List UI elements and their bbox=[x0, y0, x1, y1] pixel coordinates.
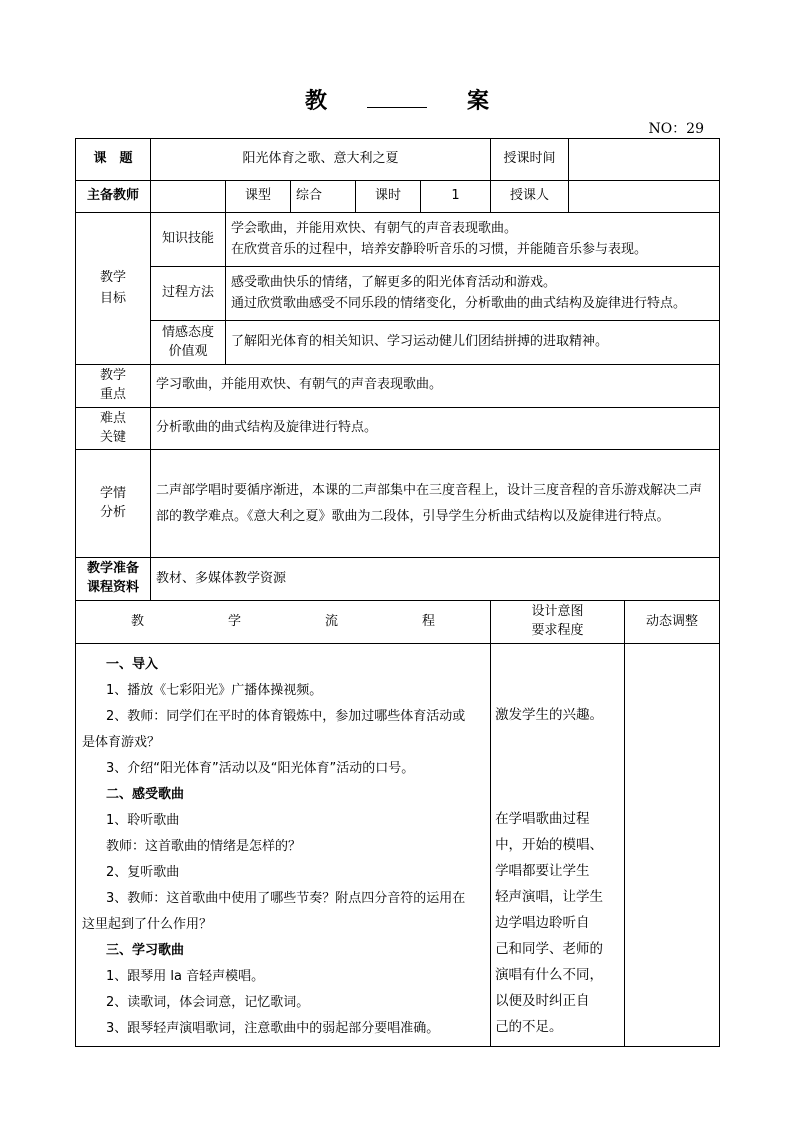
hours-label: 课时 bbox=[356, 181, 421, 213]
lesson-plan-table bbox=[75, 138, 720, 1047]
design-note-2-line8: 以便及时纠正自 bbox=[495, 992, 590, 1009]
title-char-1: 教 bbox=[304, 89, 327, 114]
flow-header bbox=[76, 601, 491, 644]
type-value: 综合 bbox=[291, 181, 356, 213]
prep-label bbox=[76, 558, 151, 601]
title-underline bbox=[367, 93, 427, 108]
feel-step-3a: 3、教师：这首歌曲中使用了哪些节奏？附点四分音符的运用在 bbox=[106, 890, 466, 906]
flow-header-c2: 学 bbox=[228, 613, 242, 629]
design-header-line2: 要求程度 bbox=[531, 622, 584, 638]
goals-label-line1: 教学 bbox=[99, 269, 126, 285]
key-point-label bbox=[76, 365, 151, 408]
goal-process-row bbox=[76, 267, 720, 321]
emotion-label bbox=[151, 321, 226, 365]
lecturer-label: 授课人 bbox=[491, 181, 569, 213]
difficulty-label bbox=[76, 407, 151, 450]
title-char-2: 案 bbox=[467, 89, 490, 114]
goals-label-line2: 目标 bbox=[99, 290, 126, 306]
flow-header-c1: 教 bbox=[131, 613, 145, 629]
course-label: 课 题 bbox=[76, 139, 151, 181]
design-note-2-line5: 边学唱边聆听自 bbox=[495, 914, 590, 931]
knowledge-text bbox=[226, 213, 720, 267]
goals-label bbox=[76, 213, 151, 365]
course-value: 阳光体育之歌、意大利之夏 bbox=[151, 139, 491, 181]
goal-emotion-row bbox=[76, 321, 720, 365]
teacher-label: 主备教师 bbox=[76, 181, 151, 213]
design-header-line1: 设计意图 bbox=[531, 604, 584, 620]
intro-step-1: 1、播放《七彩阳光》广播体操视频。 bbox=[106, 682, 323, 698]
course-row bbox=[76, 139, 720, 181]
learn-step-3: 3、跟琴轻声演唱歌词，注意歌曲中的弱起部分要唱准确。 bbox=[106, 1020, 440, 1036]
feel-step-2: 2、复听歌曲 bbox=[106, 864, 180, 880]
intro-step-3: 3、介绍“阳光体育”活动以及“阳光体育”活动的口号。 bbox=[106, 760, 415, 776]
lecturer-value bbox=[569, 181, 720, 213]
learning-label-line2: 分析 bbox=[99, 504, 126, 520]
section-learn-heading: 三、学习歌曲 bbox=[106, 942, 185, 958]
difficulty-label-line2: 关键 bbox=[99, 429, 126, 445]
design-note-2-line7: 演唱有什么不同， bbox=[495, 966, 604, 983]
design-note-spacer bbox=[495, 728, 620, 806]
document-title bbox=[0, 84, 794, 115]
flow-header-c4: 程 bbox=[422, 613, 436, 629]
hours-value: 1 bbox=[421, 181, 491, 213]
difficulty-label-line1: 难点 bbox=[99, 410, 126, 426]
prep-label-line2: 课程资料 bbox=[86, 580, 139, 596]
flow-content bbox=[76, 643, 491, 1046]
emotion-label-line2: 价值观 bbox=[168, 343, 208, 359]
learn-step-2: 2、读歌词，体会词意，记忆歌词。 bbox=[106, 994, 310, 1010]
section-feel-heading: 二、感受歌曲 bbox=[106, 786, 185, 802]
emotion-text: 了解阳光体育的相关知识、学习运动健儿们团结拼搏的进取精神。 bbox=[226, 321, 720, 365]
learning-label-line1: 学情 bbox=[99, 486, 126, 502]
design-note-1: 激发学生的兴趣。 bbox=[495, 706, 604, 723]
intro-step-2b: 是体育游戏？ bbox=[82, 734, 161, 750]
process-text bbox=[226, 267, 720, 321]
time-label: 授课时间 bbox=[491, 139, 569, 181]
key-point-label-line2: 重点 bbox=[99, 386, 126, 402]
knowledge-label: 知识技能 bbox=[151, 213, 226, 267]
design-note-2-line2: 中，开始的模唱、 bbox=[495, 836, 604, 853]
teacher-row bbox=[76, 181, 720, 213]
flow-header-c3: 流 bbox=[325, 613, 339, 629]
goal-knowledge-row bbox=[76, 213, 720, 267]
type-label: 课型 bbox=[226, 181, 291, 213]
intro-step-2a: 2、教师：同学们在平时的体育锻炼中，参加过哪些体育活动或 bbox=[106, 708, 466, 724]
key-point-label-line1: 教学 bbox=[99, 368, 126, 383]
design-note-2-line1: 在学唱歌曲过程 bbox=[495, 810, 590, 827]
design-note-2-line9: 己的不足。 bbox=[495, 1018, 563, 1035]
learning-label bbox=[76, 450, 151, 558]
process-line1: 感受歌曲快乐的情绪，了解更多的阳光体育活动和游戏。 bbox=[231, 274, 557, 290]
knowledge-line2: 在欣赏音乐的过程中，培养安静聆听音乐的习惯，并能随音乐参与表现。 bbox=[231, 241, 648, 257]
feel-step-1: 1、聆听歌曲 bbox=[106, 812, 180, 828]
knowledge-line1: 学会歌曲，并能用欢快、有朝气的声音表现歌曲。 bbox=[231, 220, 518, 236]
document-number: NO：29 bbox=[648, 121, 704, 137]
feel-step-1-question: 教师：这首歌曲的情绪是怎样的？ bbox=[106, 838, 302, 854]
key-point-text: 学习歌曲，并能用欢快、有朝气的声音表现歌曲。 bbox=[151, 365, 720, 408]
learning-text: 二声部学唱时要循序渐进，本课的二声部集中在三度音程上，设计三度音程的音乐游戏解决二声部的教学难点。《意大利之夏》歌曲为二段体，引导学生分析曲式结构以及旋律进行特点。 bbox=[151, 450, 720, 558]
design-note-2-line4: 轻声演唱，让学生 bbox=[495, 888, 604, 905]
design-header bbox=[491, 601, 625, 644]
difficulty-text: 分析歌曲的曲式结构及旋律进行特点。 bbox=[151, 407, 720, 450]
flow-header-row bbox=[76, 601, 720, 644]
key-point-row bbox=[76, 365, 720, 408]
prep-text: 教材、多媒体教学资源 bbox=[151, 558, 720, 601]
prep-label-line1: 教学准备 bbox=[86, 561, 139, 577]
adjust-header: 动态调整 bbox=[625, 601, 720, 644]
section-intro-heading: 一、导入 bbox=[106, 656, 159, 672]
adjust-cell bbox=[625, 643, 720, 1046]
design-notes bbox=[491, 643, 625, 1046]
learn-step-1: 1、跟琴用 la 音轻声模唱。 bbox=[106, 968, 265, 984]
teacher-value bbox=[151, 181, 226, 213]
flow-body-row bbox=[76, 643, 720, 1046]
prep-row bbox=[76, 558, 720, 601]
design-note-2-line6: 己和同学、老师的 bbox=[495, 940, 604, 957]
time-value bbox=[569, 139, 720, 181]
process-line2: 通过欣赏歌曲感受不同乐段的情绪变化，分析歌曲的曲式结构及旋律进行特点。 bbox=[231, 295, 687, 311]
process-label: 过程方法 bbox=[151, 267, 226, 321]
design-note-2-line3: 学唱都要让学生 bbox=[495, 862, 590, 879]
difficulty-row bbox=[76, 407, 720, 450]
learning-row bbox=[76, 450, 720, 558]
feel-step-3b: 这里起到了什么作用？ bbox=[82, 916, 213, 932]
emotion-label-line1: 情感态度 bbox=[161, 324, 214, 340]
